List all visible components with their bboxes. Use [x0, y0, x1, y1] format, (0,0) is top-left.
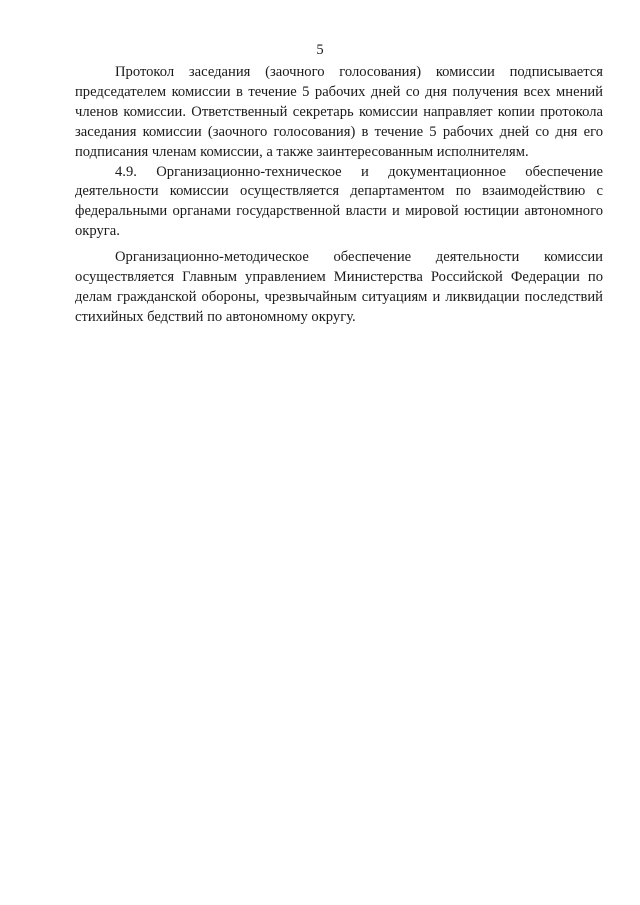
- paragraph-methodical-support: Организационно-методическое обеспечение деятельности комиссии осуществляется Главным управлением Министерства Российской Федерации по делам гражданской обороны, чрезвычайным ситуациям и ликвидации последствий стихийных бедствий по автономному округу.: [75, 249, 603, 325]
- document-body: [75, 63, 603, 328]
- paragraph-protocol-signing: Протокол заседания (заочного голосования) комиссии подписывается председателем комиссии в течение 5 рабочих дней со дня получения всех мнений членов комиссии. Ответственный секретарь комиссии направляет копии протокола заседания комиссии (заочного голосования) в течение 5 рабочих дней со дня его подписания членам комиссии, а также заинтересованным исполнителям.: [75, 64, 603, 160]
- paragraph-4-9-technical-support: 4.9. Организационно-техническое и документационное обеспечение деятельности комиссии осуществляется департаментом по взаимодействию с федеральными органами государственной власти и мировой юстиции автономного округа.: [75, 163, 603, 240]
- page-number: 5: [316, 42, 324, 58]
